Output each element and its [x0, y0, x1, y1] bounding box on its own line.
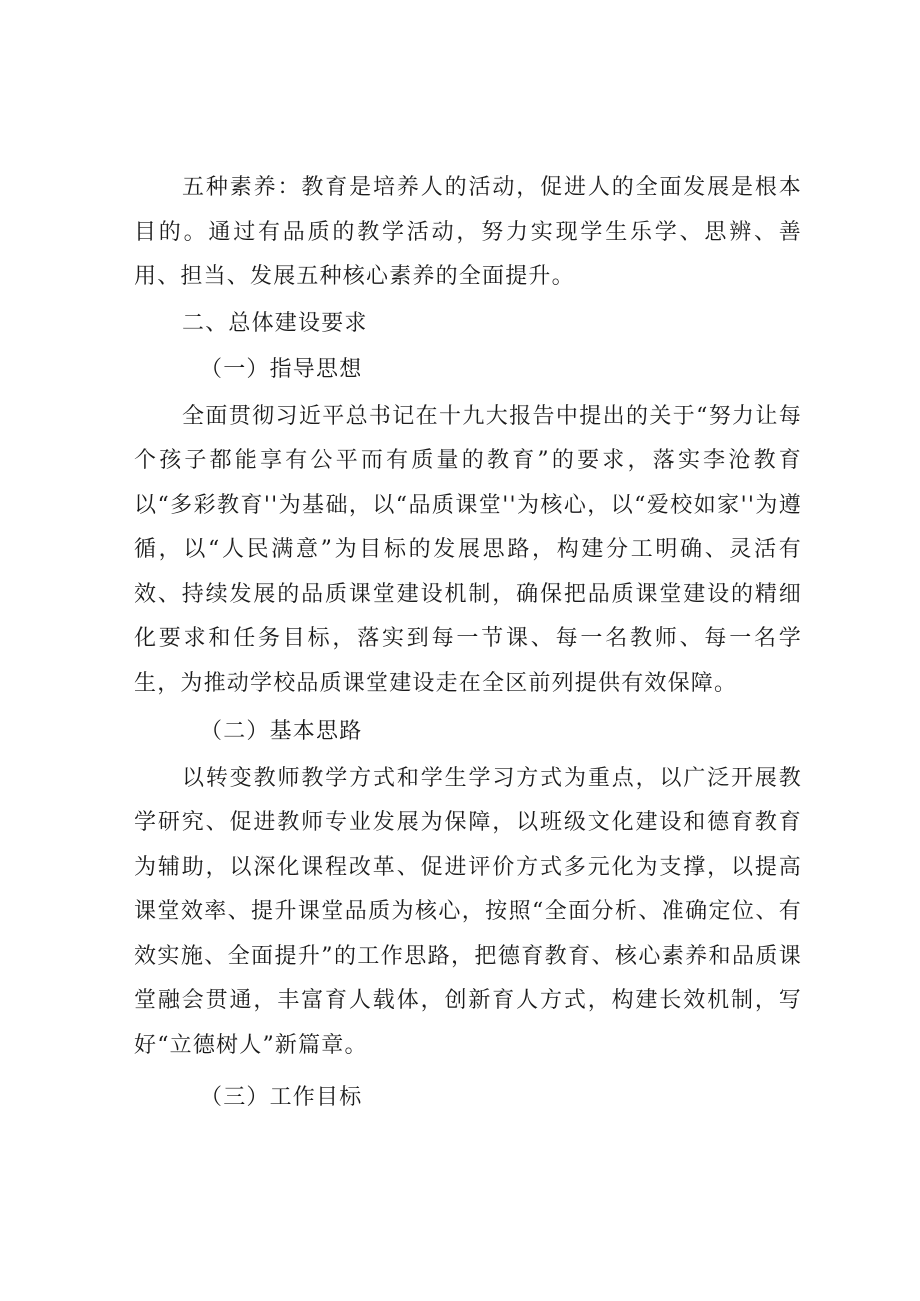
subsection-work-goals-heading: （三）工作目标	[200, 1085, 363, 1110]
document-body	[134, 166, 802, 1121]
paragraph-basic-approach: 以转变教师教学方式和学生学习方式为重点，以广泛开展教学研究、促进教师专业发展为保障，以班级文化建设和德育教育为辅助，以深化课程改革、促进评价方式多元化为支撑，以提高课堂效率、提升课堂品质为核心，按照“全面分析、准确定位、有效实施、全面提升”的工作思路，把德育教育、核心素养和品质课堂融会贯通，丰富育人载体，创新育人方式，构建长效机制，写好“立德树人”新篇章。	[134, 765, 802, 1058]
paragraph-five-literacies: 五种素养：教育是培养人的活动，促进人的全面发展是根本目的。通过有品质的教学活动，努力实现学生乐学、思辨、善用、担当、发展五种核心素养的全面提升。	[134, 175, 802, 289]
paragraph-guiding-thought: 全面贯彻习近平总书记在十九大报告中提出的关于“努力让每个孩子都能享有公平而有质量的教育”的要求，落实李沧教育以“多彩教育''为基础，以“品质课堂''为核心，以“爱校如家''为遵循，以“人民满意”为目标的发展思路，构建分工明确、灵活有效、持续发展的品质课堂建设机制，确保把品质课堂建设的精细化要求和任务目标，落实到每一节课、每一名教师、每一名学生，为推动学校品质课堂建设走在全区前列提供有效保障。	[134, 403, 802, 696]
section-two-heading: 二、总体建设要求	[182, 310, 368, 336]
subsection-basic-approach-heading: （二）基本思路	[200, 719, 363, 744]
subsection-guiding-thought-heading: （一）指导思想	[200, 357, 363, 382]
